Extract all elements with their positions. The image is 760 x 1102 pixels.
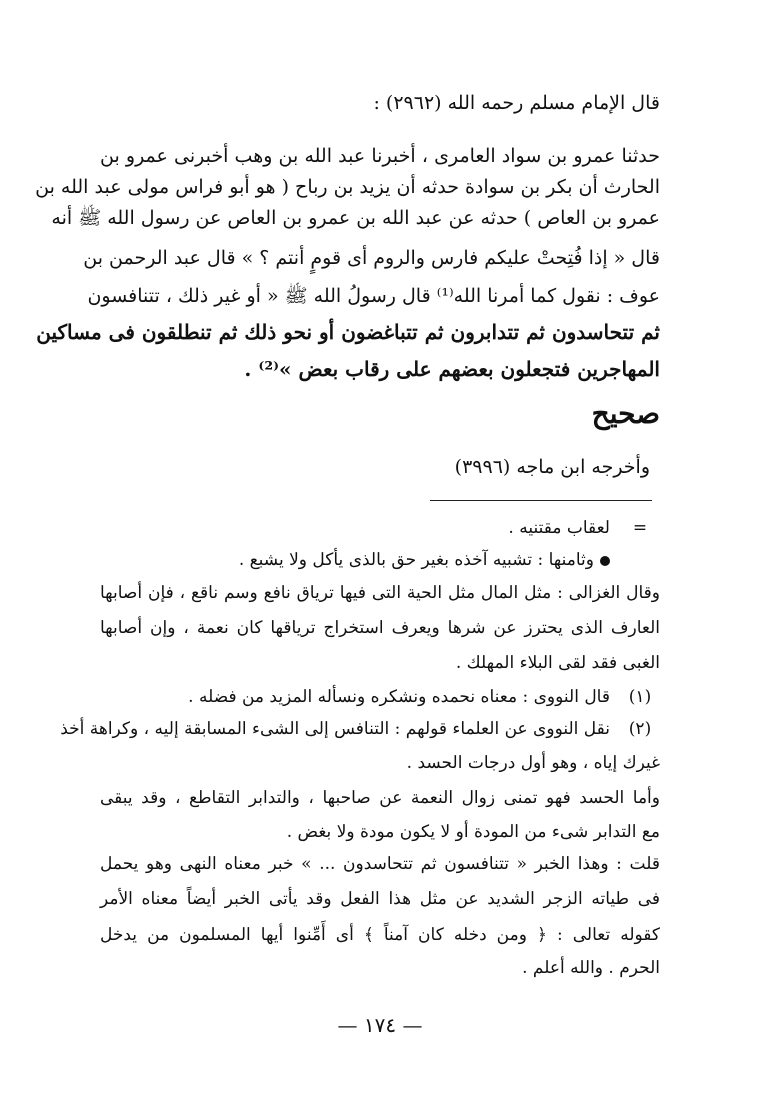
hadith-line: عمرو بن العاص ) حدثه عن عبد الله بن عمرو بن العاص عن رسول الله ﷺ أنه xyxy=(51,207,660,229)
footnote-line: وثامنها : تشبيه آخذه بغير حق بالذى يأكل ولا يشبع . xyxy=(100,545,610,575)
footnote-2-line: كقوله تعالى : ﴿ ومن دخله كان آمناً ﴾ أى أَمِّنوا أيها المسلمون من يدخل xyxy=(100,925,660,945)
chapter-header: قال الإمام مسلم رحمه الله (٢٩٦٢) : xyxy=(373,92,660,114)
takhrij-line: وأخرجه ابن ماجه (٣٩٩٦) xyxy=(454,456,650,478)
footnote-2-line: فى طياته الزجر الشديد عن مثل هذا الفعل وقد يأتى الخبر أيضاً معناه الأمر xyxy=(100,889,660,909)
footnote-2-line: وأما الحسد فهو تمنى زوال النعمة عن صاحبها ، والتدابر التقاطع ، وقد يبقى xyxy=(100,788,660,808)
hadith-line: عوف : نقول كما أمرنا الله⁽¹⁾ قال رسولُ الله ﷺ « أو غير ذلك ، تتنافسون xyxy=(87,285,660,307)
page-number: — ١٧٤ — xyxy=(337,1013,423,1037)
footnote-line: وقال الغزالى : مثل المال مثل الحية التى فيها ترياق نافع وسم ناقع ، فإن أصابها xyxy=(100,583,660,603)
footnote-line: العارف الذى يحترز عن شرها ويعرف استخراج ترياقها كان نعمة ، وإن أصابها xyxy=(100,618,660,638)
footnote-2-line: قلت : وهذا الخبر « تتنافسون ثم تتحاسدون ... » خبر معناه النهى وهو يحمل xyxy=(100,854,660,874)
footnote-2-line: نقل النووى عن العلماء قولهم : التنافس إلى الشىء المسابقة إليه ، وكراهة أخذ xyxy=(60,719,610,739)
footnote-1-line: قال النووى : معناه نحمده ونشكره ونسأله المزيد من فضله . xyxy=(188,687,610,707)
footnote-2-line: مع التدابر شىء من المودة أو لا يكون مودة ولا بغض . xyxy=(286,822,660,842)
footnote-2-marker: (٢) xyxy=(628,719,652,739)
continuation-marker: = xyxy=(632,518,648,538)
footnote-line: الغبى فقد لقى البلاء المهلك . xyxy=(455,653,660,673)
bullet-icon xyxy=(600,556,610,566)
grade-label: صحيح xyxy=(591,397,660,430)
footnote-2-line: غيرك إياه ، وهو أول درجات الحسد . xyxy=(406,753,660,773)
hadith-line: قال « إذا فُتِحتْ عليكم فارس والروم أى قومٍ أنتم ؟ » قال عبد الرحمن بن xyxy=(83,247,660,269)
hadith-line: حدثنا عمرو بن سواد العامرى ، أخبرنا عبد الله بن وهب أخبرنى عمرو بن xyxy=(100,145,660,167)
footnote-1-marker: (١) xyxy=(628,687,652,707)
footnote-separator xyxy=(430,500,652,501)
footnote-line: لعقاب مقتنيه . xyxy=(508,518,610,538)
hadith-line: ثم تتحاسدون ثم تتدابرون ثم تتباغضون أو نحو ذلك ثم تنطلقون فى مساكين xyxy=(36,320,660,344)
footnote-2-line: الحرم . والله أعلم . xyxy=(522,958,660,978)
hadith-line: الحارث أن بكر بن سوادة حدثه أن يزيد بن رباح ( هو أبو فراس مولى عبد الله بن xyxy=(35,176,660,198)
hadith-line: المهاجرين فتجعلون بعضهم على رقاب بعض »⁽²⁾ . xyxy=(244,357,660,381)
